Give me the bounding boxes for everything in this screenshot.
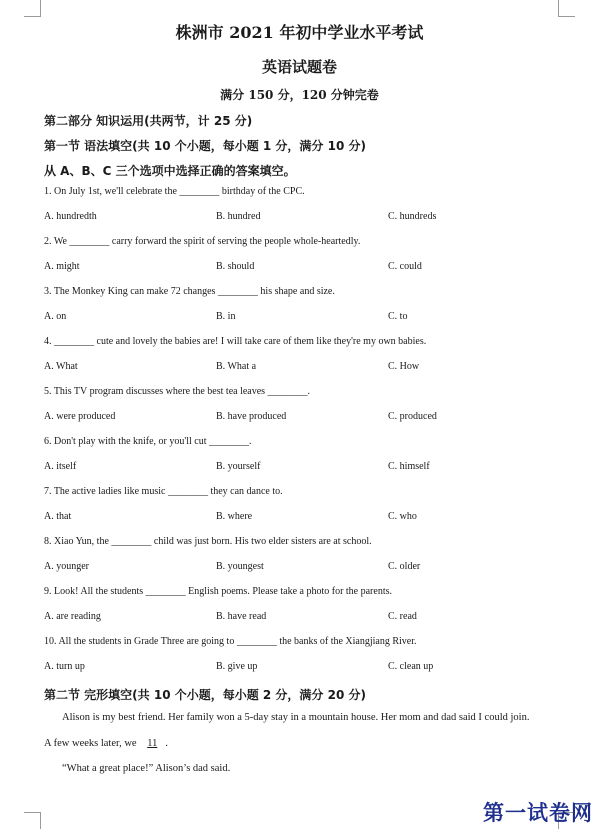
section1-heading: 第一节 语法填空(共 10 个小题，每小题 1 分，满分 10 分) xyxy=(44,139,366,153)
corner-mark-top-right xyxy=(558,0,575,17)
part2-heading: 第二部分 知识运用(共两节，计 25 分) xyxy=(44,114,253,128)
option-c: C. older xyxy=(388,561,421,572)
option-a: A. were produced xyxy=(44,411,116,422)
question-stem: 1. On July 1st, we'll celebrate the ________ birthday of the CPC. xyxy=(44,186,305,197)
option-a: A. hundredth xyxy=(44,211,97,222)
option-c: C. to xyxy=(388,311,408,322)
option-c: C. could xyxy=(388,261,422,272)
option-a: A. itself xyxy=(44,461,77,472)
passage-line-1: Alison is my best friend. Her family won a 5-day stay in a mountain house. Her mom and dad said I could join. xyxy=(62,712,530,723)
option-c: C. clean up xyxy=(388,661,434,672)
exam-subtitle: 英语试题卷 xyxy=(261,58,337,76)
watermark-logo: 第一试卷网 xyxy=(483,801,593,825)
question-stem: 6. Don't play with the knife, or you'll cut ________. xyxy=(44,436,252,447)
question-stem: 3. The Monkey King can make 72 changes ________ his shape and size. xyxy=(44,286,335,297)
option-a: A. are reading xyxy=(44,611,101,622)
option-b: B. have produced xyxy=(216,411,287,422)
option-b: B. What a xyxy=(216,361,257,372)
option-c: C. himself xyxy=(388,461,430,472)
question-stem: 8. Xiao Yun, the ________ child was just born. His two elder sisters are at school. xyxy=(44,536,372,547)
option-a: A. What xyxy=(44,361,78,372)
option-b: B. in xyxy=(216,311,236,322)
option-c: C. How xyxy=(388,361,420,372)
option-b: B. give up xyxy=(216,661,258,672)
option-b: B. yourself xyxy=(216,461,261,472)
option-b: B. have read xyxy=(216,611,267,622)
question-stem: 7. The active ladies like music ________ they can dance to. xyxy=(44,486,283,497)
option-c: C. produced xyxy=(388,411,437,422)
option-b: B. youngest xyxy=(216,561,264,572)
exam-title: 株洲市 2021 年初中学业水平考试 xyxy=(175,23,424,42)
section2-heading: 第二节 完形填空(共 10 个小题，每小题 2 分，满分 20 分) xyxy=(44,688,366,702)
question-stem: 4. ________ cute and lovely the babies are! I will take care of them like they're my own babies. xyxy=(44,336,427,347)
question-stem: 10. All the students in Grade Three are going to ________ the banks of the Xiangjiang River. xyxy=(44,636,417,647)
option-b: B. hundred xyxy=(216,211,261,222)
corner-mark-top-left xyxy=(24,0,41,17)
option-a: A. might xyxy=(44,261,80,272)
option-c: C. hundreds xyxy=(388,211,437,222)
option-a: A. that xyxy=(44,511,72,522)
option-c: C. read xyxy=(388,611,417,622)
option-b: B. where xyxy=(216,511,253,522)
passage-line-3: “What a great place!” Alison’s dad said. xyxy=(62,763,231,774)
option-c: C. who xyxy=(388,511,417,522)
option-b: B. should xyxy=(216,261,255,272)
passage-line-2 xyxy=(44,738,168,749)
instruction: 从 A、B、C 三个选项中选择正确的答案填空。 xyxy=(44,164,296,178)
question-stem: 9. Look! All the students ________ English poems. Please take a photo for the parents. xyxy=(44,586,392,597)
question-stem: 5. This TV program discusses where the best tea leaves ________. xyxy=(44,386,311,397)
exam-meta: 满分 150 分，120 分钟完卷 xyxy=(220,88,379,102)
passage-line-2-end: . xyxy=(165,738,168,749)
blank-11: 11 xyxy=(147,738,158,749)
option-a: A. younger xyxy=(44,561,89,572)
corner-mark-bottom-left xyxy=(24,812,41,829)
passage-line-2-text: A few weeks later, we xyxy=(44,738,140,749)
question-stem: 2. We ________ carry forward the spirit of serving the people whole-heartedly. xyxy=(44,236,361,247)
option-a: A. on xyxy=(44,311,67,322)
option-a: A. turn up xyxy=(44,661,85,672)
